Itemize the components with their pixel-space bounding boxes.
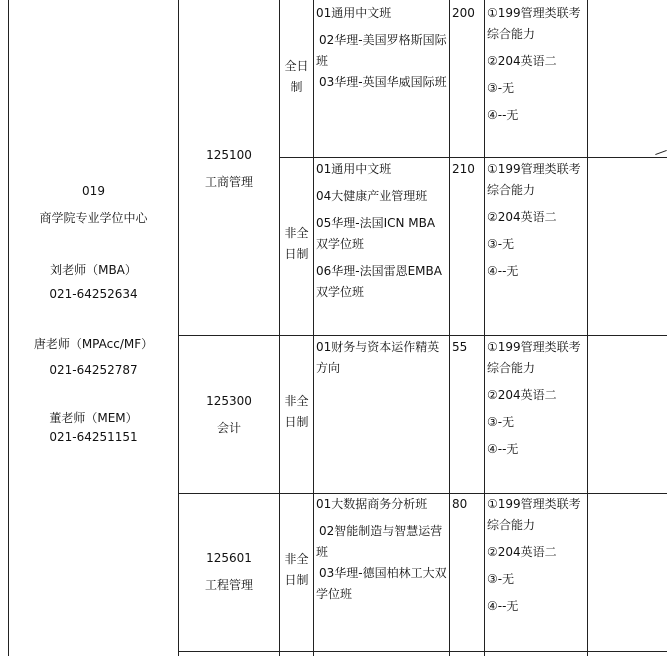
contact-name: 唐老师（MPAcc/MF）	[33, 337, 154, 351]
direction-item: 06华理-法国雷恩EMBA	[316, 264, 442, 278]
direction-item: 双学位班	[316, 285, 365, 299]
department-name: 商学院专业学位中心	[39, 211, 148, 225]
major-cell	[179, 545, 279, 599]
contact-phone: 021-64251151	[49, 430, 138, 444]
department-cell	[9, 178, 178, 232]
study-mode: 非全 日制	[284, 226, 309, 261]
direction-list	[316, 494, 449, 605]
study-mode: 全日 制	[284, 59, 309, 94]
direction-item: 班	[316, 545, 329, 559]
direction-item: 03华理-德国柏林工大双	[319, 566, 447, 580]
grid-line	[8, 0, 9, 656]
direction-item: 02华理-美国罗格斯国际	[319, 33, 447, 47]
exam-subjects: ①199管理类联考 综合能力 ②204英语二 ③-无 ④--无	[487, 497, 581, 613]
contact-phone: 021-64252787	[49, 363, 138, 377]
study-mode: 非全 日制	[284, 552, 309, 587]
direction-item: 01大数据商务分析班	[316, 497, 428, 511]
quota: 210	[452, 162, 475, 176]
grid-line	[178, 335, 667, 336]
major-name: 工商管理	[204, 175, 253, 189]
contact-name: 董老师（MEM）	[49, 411, 138, 425]
direction-item: 01通用中文班	[316, 162, 392, 176]
contact-name: 刘老师（MBA）	[50, 263, 137, 277]
contact-phone: 021-64252634	[49, 287, 138, 301]
major-code: 125100	[206, 148, 252, 162]
direction-item: 03华理-英国华威国际班	[319, 75, 447, 89]
direction-item: 04大健康产业管理班	[316, 189, 428, 203]
major-name: 会计	[216, 421, 241, 435]
contact-block	[9, 258, 178, 306]
contact-block	[9, 409, 178, 447]
contact-block	[9, 331, 178, 383]
grid-line	[449, 0, 450, 656]
grid-line	[178, 651, 667, 652]
direction-list	[316, 337, 449, 379]
exam-subjects: ①199管理类联考 综合能力 ②204英语二 ③-无 ④--无	[487, 6, 581, 122]
direction-item: 班	[316, 54, 329, 68]
direction-item: 01通用中文班	[316, 6, 392, 20]
direction-item: 01财务与资本运作精英	[316, 340, 440, 354]
direction-item: 02智能制造与智慧运营	[319, 524, 443, 538]
study-mode: 非全 日制	[284, 394, 309, 429]
exam-subjects: ①199管理类联考 综合能力 ②204英语二 ③-无 ④--无	[487, 340, 581, 456]
quota: 80	[452, 497, 468, 511]
direction-item: 05华理-法国ICN MBA	[316, 216, 436, 230]
major-code: 125300	[206, 394, 252, 408]
quota: 55	[452, 340, 468, 354]
grid-line	[587, 0, 588, 656]
grid-line	[655, 150, 667, 155]
direction-list	[316, 3, 449, 93]
grid-line	[484, 0, 485, 656]
direction-item: 学位班	[316, 587, 353, 601]
direction-item: 方向	[316, 361, 341, 375]
quota: 200	[452, 6, 475, 20]
direction-item: 双学位班	[316, 237, 365, 251]
department-code: 019	[82, 184, 105, 198]
major-cell	[179, 142, 279, 196]
direction-list	[316, 159, 449, 303]
grid-line	[279, 157, 667, 158]
major-name: 工程管理	[204, 578, 253, 592]
major-cell	[179, 388, 279, 442]
exam-subjects: ①199管理类联考 综合能力 ②204英语二 ③-无 ④--无	[487, 162, 581, 278]
grid-line	[313, 0, 314, 656]
major-code: 125601	[206, 551, 252, 565]
